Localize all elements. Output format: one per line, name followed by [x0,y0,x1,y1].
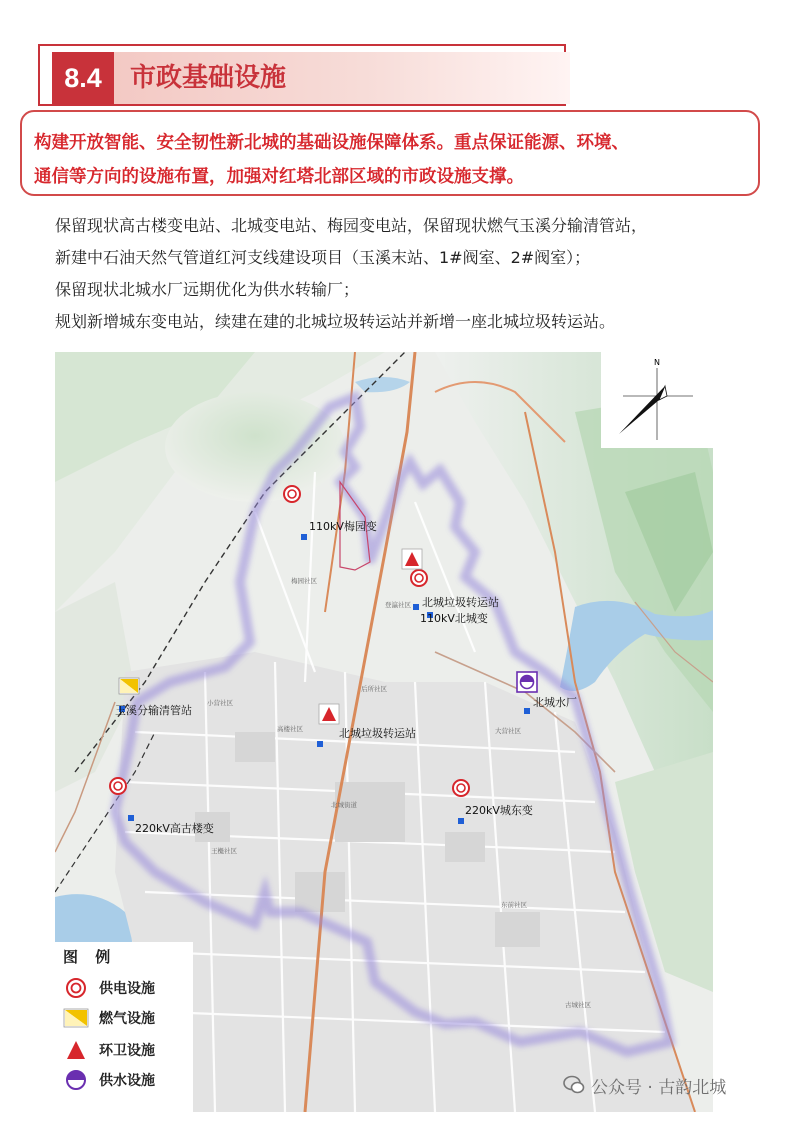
map-legend [55,942,193,1112]
site-marker [413,604,419,610]
legend-label: 燃气设施 [99,1011,155,1027]
legend-label: 环卫设施 [99,1043,155,1059]
power-legend-icon [65,977,87,999]
map-place-name: 古城社区 [565,1001,591,1009]
map-place-name: 梅园社区 [291,577,317,585]
sanitation-legend-icon [65,1039,87,1061]
legend-label: 供水设施 [99,1073,155,1089]
summary-box [20,110,760,196]
wechat-icon [563,1075,585,1095]
legend-title: 图 例 [63,948,117,966]
map-place-name: 北城街道 [331,801,357,809]
water-facility-icon[interactable] [516,671,538,693]
infrastructure-map [55,352,713,1112]
svg-text:N: N [654,358,660,367]
section-header [52,52,570,104]
body-line: 保留现状北城水厂远期优化为供水转输厂； [55,280,360,299]
map-place-name: 东前社区 [501,901,527,909]
map-place-name: 后所社区 [361,685,387,693]
summary-line: 通信等方向的设施布置，加强对红塔北部区域的市政设施支撑。 [34,167,524,187]
summary-line: 构建开放智能、安全韧性新北城的基础设施保障体系。重点保证能源、环境、 [34,133,629,153]
facility-label-gas-station: 玉溪分输清管站 [115,704,192,717]
gas-facility-icon[interactable] [118,677,140,695]
facility-label-beicheng-sub: 110kV北城变 [420,612,488,625]
facility-label-laji-center: 北城垃圾转运站 [339,727,416,740]
sanitation-facility-icon[interactable] [318,703,340,725]
water-legend-icon [65,1069,87,1091]
facility-label-chengdong: 220kV城东变 [465,804,533,817]
section-title-box [114,52,570,104]
sanitation-facility-icon[interactable] [401,548,423,570]
power-facility-icon[interactable] [451,778,471,798]
site-marker [458,818,464,824]
power-facility-icon[interactable] [409,568,429,588]
facility-label-gaogulou: 220kV高古楼变 [135,822,214,835]
gas-legend-icon [63,1008,89,1028]
north-arrow [601,352,713,448]
facility-label-laji-north: 北城垃圾转运站 [422,596,499,609]
legend-label: 供电设施 [99,981,155,997]
watermark-text: 公众号 · 古韵北城 [591,1077,727,1098]
site-marker [128,815,134,821]
body-line: 新建中石油天然气管道红河支线建设项目（玉溪末站、1#阀室、2#阀室）； [55,248,591,267]
power-facility-icon[interactable] [282,484,302,504]
body-line: 保留现状高古楼变电站、北城变电站、梅园变电站，保留现状燃气玉溪分输清管站， [55,216,648,235]
site-marker [317,741,323,747]
map-place-name: 登瀛社区 [385,601,411,609]
map-place-name: 大营社区 [495,727,521,735]
facility-label-meiyuan: 110kV梅园变 [309,520,377,533]
map-place-name: 高楼社区 [277,725,303,733]
map-place-name: 王櫆社区 [211,847,237,855]
body-line: 规划新增城东变电站，续建在建的北城垃圾转运站并新增一座北城垃圾转运站。 [55,312,616,331]
section-number: 8.4 [52,52,114,104]
site-marker [524,708,530,714]
facility-label-water-plant: 北城水厂 [533,696,577,709]
body-text [55,210,647,338]
wechat-watermark [563,1072,726,1098]
power-facility-icon[interactable] [108,776,128,796]
map-place-name: 小营社区 [207,699,233,707]
site-marker [301,534,307,540]
section-title: 市政基础设施 [130,63,287,93]
